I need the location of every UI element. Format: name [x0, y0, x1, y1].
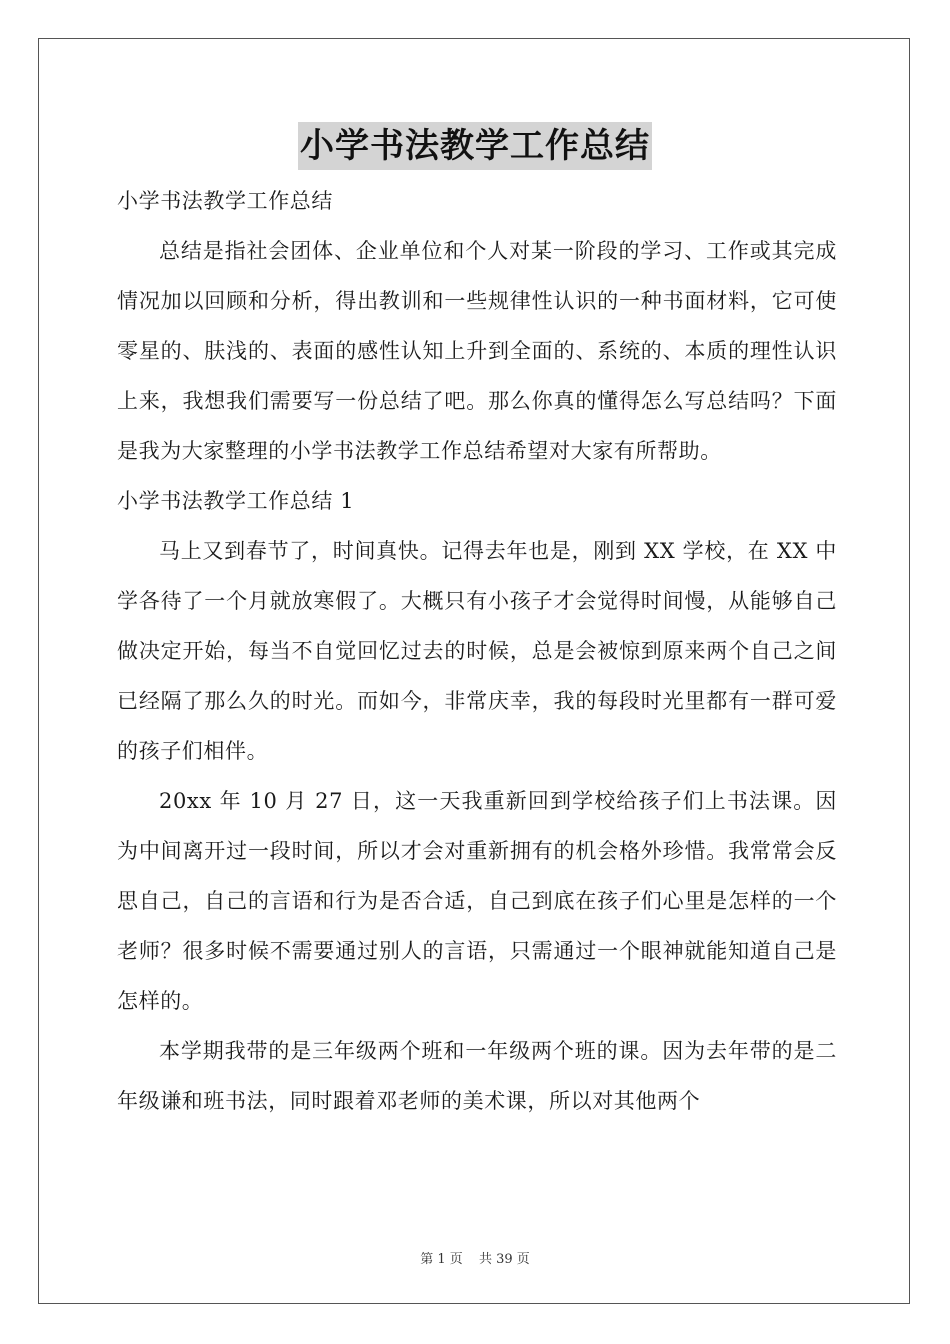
document-title: 小学书法教学工作总结 — [298, 122, 652, 170]
document-body — [117, 176, 837, 1126]
page-number: 第 1 页 — [420, 1252, 463, 1267]
section-heading: 小学书法教学工作总结 1 — [117, 489, 355, 513]
section-heading: 小学书法教学工作总结 — [117, 189, 333, 213]
document-title-wrapper — [0, 122, 950, 170]
body-paragraph: 马上又到春节了，时间真快。记得去年也是，刚到 XX 学校，在 XX 中学各待了一个月就放寒假了。大概只有小孩子才会觉得时间慢，从能够自己做决定开始，每当不自觉回忆过去的时候，总是会被惊到原来两个自己之间已经隔了那么久的时光。而如今，非常庆幸，我的每段时光里都有一群可爱的孩子们相伴。 — [117, 539, 837, 763]
body-paragraph: 总结是指社会团体、企业单位和个人对某一阶段的学习、工作或其完成情况加以回顾和分析，得出教训和一些规律性认识的一种书面材料，它可使零星的、肤浅的、表面的感性认知上升到全面的、系统的、本质的理性认识上来，我想我们需要写一份总结了吧。那么你真的懂得怎么写总结吗？下面是我为大家整理的小学书法教学工作总结希望对大家有所帮助。 — [117, 239, 837, 463]
page-footer — [0, 1248, 950, 1267]
body-paragraph: 20xx 年 10 月 27 日，这一天我重新回到学校给孩子们上书法课。因为中间离开过一段时间，所以才会对重新拥有的机会格外珍惜。我常常会反思自己，自己的言语和行为是否合适，自己到底在孩子们心里是怎样的一个老师？很多时候不需要通过别人的言语，只需通过一个眼神就能知道自己是怎样的。 — [117, 789, 837, 1013]
page-total: 共 39 页 — [478, 1252, 530, 1267]
body-paragraph: 本学期我带的是三年级两个班和一年级两个班的课。因为去年带的是二年级谦和班书法，同时跟着邓老师的美术课，所以对其他两个 — [117, 1039, 837, 1113]
